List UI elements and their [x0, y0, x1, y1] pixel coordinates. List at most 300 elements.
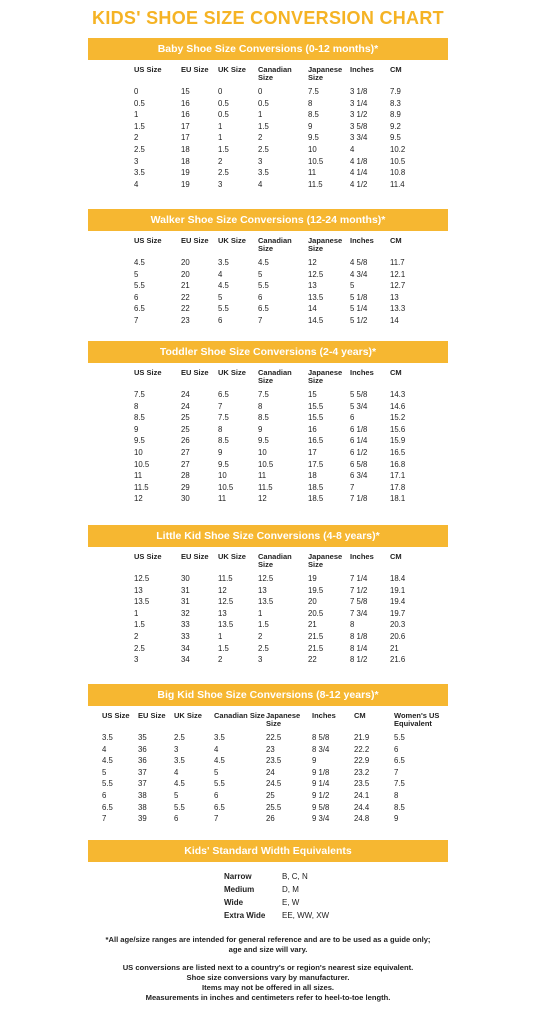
- table-cell: 27: [181, 447, 190, 457]
- table-cell: 1: [258, 608, 263, 618]
- table-row: [134, 292, 430, 304]
- size-table: [102, 712, 444, 825]
- table-cell: 9: [218, 447, 223, 457]
- table-cell: 7: [214, 814, 219, 824]
- table-row: [134, 573, 430, 585]
- table-cell: 5: [134, 269, 139, 279]
- table-cell: 2: [258, 133, 263, 143]
- table-cell: 2.5: [134, 643, 145, 653]
- big-kid-section: [88, 684, 448, 825]
- table-row: [134, 132, 430, 144]
- table-row: [134, 269, 430, 281]
- table-cell: 7 1/8: [350, 494, 368, 504]
- table-cell: 12: [218, 585, 227, 595]
- table-cell: 8: [218, 424, 223, 434]
- table-row: [134, 654, 430, 666]
- table-cell: 16: [308, 424, 317, 434]
- column-header: US Size: [134, 65, 162, 74]
- table-row: [134, 470, 430, 482]
- table-cell: 5 1/2: [350, 315, 368, 325]
- table-row: [102, 778, 444, 790]
- section-header: Kids' Standard Width Equivalents: [88, 840, 448, 862]
- table-cell: 10.5: [258, 459, 274, 469]
- table-cell: 10: [134, 447, 143, 457]
- table-cell: 8: [394, 790, 399, 800]
- table-cell: 3.5: [134, 168, 145, 178]
- table-row: [134, 389, 430, 401]
- table-cell: 10.5: [390, 156, 406, 166]
- table-cell: 11.5: [134, 482, 149, 492]
- table-cell: 4: [102, 744, 107, 754]
- section-header: Big Kid Shoe Size Conversions (8-12 years)*: [88, 684, 448, 706]
- table-cell: 10.5: [308, 156, 324, 166]
- table-cell: 5.5: [134, 281, 145, 291]
- table-cell: 8.5: [394, 802, 405, 812]
- table-cell: 1: [218, 133, 223, 143]
- table-cell: 2.5: [174, 733, 185, 742]
- table-cell: 13.5: [134, 597, 150, 607]
- table-cell: 9 5/8: [312, 802, 330, 812]
- table-cell: 6.5: [134, 304, 145, 314]
- table-cell: 12: [308, 258, 317, 267]
- table-cell: 19: [181, 168, 190, 178]
- table-cell: 6.5: [214, 802, 225, 812]
- column-header: EU Size: [138, 711, 166, 720]
- table-cell: 11.7: [390, 258, 405, 267]
- table-cell: 9 1/4: [312, 779, 330, 789]
- table-cell: 12.5: [308, 269, 324, 279]
- table-cell: 21: [308, 620, 317, 630]
- table-cell: 3.5: [174, 756, 185, 766]
- table-cell: 20: [308, 597, 317, 607]
- table-cell: 22: [308, 655, 317, 665]
- column-header: Canadian Size: [258, 552, 292, 569]
- width-equivalents-section: [88, 840, 448, 922]
- table-cell: 21: [181, 281, 190, 291]
- table-cell: 0.5: [134, 98, 145, 108]
- column-header: UK Size: [218, 552, 246, 561]
- table-cell: 4.5: [134, 258, 145, 267]
- size-table: [134, 237, 430, 327]
- table-row: [134, 412, 430, 424]
- table-cell: 13.5: [308, 292, 324, 302]
- table-cell: 30: [181, 494, 190, 504]
- age-note-line-2: age and size will vary.: [228, 945, 308, 954]
- table-cell: 11: [308, 168, 317, 178]
- table-cell: 7: [350, 482, 355, 492]
- table-cell: 8 1/2: [350, 655, 368, 665]
- table-row: [134, 144, 430, 156]
- column-header: Inches: [312, 711, 336, 720]
- table-cell: 13: [134, 585, 143, 595]
- table-cell: 22.5: [266, 733, 282, 742]
- table-cell: 4: [350, 144, 355, 154]
- table-row: [102, 802, 444, 814]
- table-cell: 1: [134, 608, 139, 618]
- table-cell: 6: [102, 790, 107, 800]
- table-row: [102, 744, 444, 756]
- table-cell: 3 3/4: [350, 133, 368, 143]
- table-cell: 16.8: [390, 459, 406, 469]
- table-row: [134, 280, 430, 292]
- table-row: [134, 619, 430, 631]
- section-header: Toddler Shoe Size Conversions (2-4 years)*: [88, 341, 448, 363]
- table-cell: 9: [312, 756, 317, 766]
- column-header: US Size: [134, 552, 162, 561]
- table-cell: 12.5: [218, 597, 234, 607]
- table-cell: 7: [258, 315, 263, 325]
- section-header: Walker Shoe Size Conversions (12-24 months)*: [88, 209, 448, 231]
- table-cell: 6: [350, 413, 355, 423]
- table-cell: 18.4: [390, 574, 406, 583]
- table-row: [134, 447, 430, 459]
- table-cell: 14: [308, 304, 317, 314]
- column-header: Japanese Size: [308, 236, 343, 253]
- table-cell: 12: [134, 494, 143, 504]
- table-cell: 4 1/4: [350, 168, 368, 178]
- table-row: [134, 643, 430, 655]
- table-cell: 3 5/8: [350, 121, 368, 131]
- column-header: Japanese Size: [266, 711, 301, 728]
- table-cell: 4 1/2: [350, 179, 368, 189]
- table-row: [134, 86, 430, 98]
- table-cell: 2.5: [218, 168, 229, 178]
- table-cell: 11.5: [218, 574, 233, 583]
- table-cell: 13: [218, 608, 227, 618]
- column-header: Inches: [350, 65, 374, 74]
- column-header: CM: [390, 65, 402, 74]
- size-table: [134, 66, 430, 190]
- table-cell: 5.5: [394, 733, 405, 742]
- size-table: [134, 369, 430, 505]
- table-cell: 3 1/4: [350, 98, 368, 108]
- table-cell: 6 1/8: [350, 424, 368, 434]
- table-cell: 23.5: [354, 779, 370, 789]
- table-row: [134, 401, 430, 413]
- table-cell: 12.5: [258, 574, 274, 583]
- column-header: Inches: [350, 368, 374, 377]
- table-cell: 8.5: [258, 413, 269, 423]
- table-cell: 11.5: [258, 482, 273, 492]
- table-cell: 5 1/8: [350, 292, 368, 302]
- table-cell: 6: [258, 292, 263, 302]
- width-label: Medium: [224, 885, 255, 894]
- table-cell: 22.2: [354, 744, 370, 754]
- table-cell: 12.1: [390, 269, 406, 279]
- table-row: [134, 121, 430, 133]
- table-cell: 8.5: [218, 436, 229, 446]
- table-cell: 9.5: [308, 133, 319, 143]
- table-cell: 35: [138, 733, 147, 742]
- table-row: [134, 156, 430, 168]
- table-cell: 1: [218, 121, 223, 131]
- table-cell: 9.5: [258, 436, 269, 446]
- table-cell: 8 3/4: [312, 744, 330, 754]
- column-header: EU Size: [181, 368, 209, 377]
- section-header: Little Kid Shoe Size Conversions (4-8 years)*: [88, 525, 448, 547]
- table-cell: 2.5: [258, 144, 269, 154]
- table-cell: 18: [181, 156, 190, 166]
- table-cell: 17: [181, 121, 190, 131]
- table-cell: 1: [258, 110, 263, 120]
- table-row: [134, 179, 430, 191]
- table-cell: 10: [218, 471, 227, 481]
- manufacturer-note: Shoe size conversions vary by manufacturer.: [186, 973, 350, 982]
- table-cell: 19: [308, 574, 317, 583]
- table-cell: 7 1/2: [350, 585, 368, 595]
- table-cell: 26: [266, 814, 275, 824]
- table-cell: 18: [308, 471, 317, 481]
- table-cell: 2: [218, 655, 223, 665]
- width-table: [224, 870, 362, 922]
- table-cell: 0.5: [258, 98, 269, 108]
- table-cell: 4: [214, 744, 219, 754]
- table-row: [102, 732, 444, 744]
- section-header: Baby Shoe Size Conversions (0-12 months)*: [88, 38, 448, 60]
- table-cell: 20.5: [308, 608, 324, 618]
- table-cell: 31: [181, 597, 190, 607]
- column-header: CM: [390, 552, 402, 561]
- table-cell: 6: [174, 814, 179, 824]
- table-cell: 20: [181, 269, 190, 279]
- table-cell: 7: [218, 401, 223, 411]
- column-header: Canadian Size: [258, 236, 292, 253]
- table-row: [134, 303, 430, 315]
- table-cell: 13.5: [218, 620, 234, 630]
- table-cell: 7 3/4: [350, 608, 368, 618]
- table-cell: 2.5: [134, 144, 145, 154]
- table-cell: 8.5: [308, 110, 319, 120]
- table-cell: 1.5: [258, 620, 269, 630]
- table-cell: 24: [181, 390, 190, 399]
- table-cell: 8: [134, 401, 139, 411]
- table-cell: 8: [258, 401, 263, 411]
- table-cell: 3.5: [102, 733, 113, 742]
- table-header-row: [134, 66, 430, 86]
- table-cell: 4: [218, 269, 223, 279]
- width-label: Extra Wide: [224, 911, 266, 920]
- table-cell: 9: [394, 814, 399, 824]
- table-cell: 9: [134, 424, 139, 434]
- table-cell: 6.5: [102, 802, 113, 812]
- table-cell: 9.5: [390, 133, 401, 143]
- table-cell: 5: [350, 281, 355, 291]
- table-cell: 6.5: [218, 390, 229, 399]
- table-cell: 10.5: [134, 459, 150, 469]
- table-cell: 18: [181, 144, 190, 154]
- table-cell: 2: [218, 156, 223, 166]
- table-cell: 4 1/8: [350, 156, 368, 166]
- table-cell: 21: [390, 643, 399, 653]
- table-cell: 6.5: [258, 304, 269, 314]
- table-cell: 22: [181, 292, 190, 302]
- table-cell: 14.6: [390, 401, 406, 411]
- table-cell: 4: [174, 767, 179, 777]
- table-cell: 30: [181, 574, 190, 583]
- table-cell: 7 1/4: [350, 574, 368, 583]
- table-cell: 33: [181, 631, 190, 641]
- table-cell: 1.5: [134, 620, 145, 630]
- table-cell: 29: [181, 482, 190, 492]
- table-cell: 1.5: [134, 121, 145, 131]
- table-cell: 9: [258, 424, 263, 434]
- table-cell: 5: [102, 767, 107, 777]
- width-label: Narrow: [224, 872, 252, 881]
- table-row: [224, 896, 362, 909]
- table-cell: 38: [138, 802, 147, 812]
- table-cell: 4.5: [174, 779, 185, 789]
- table-row: [134, 459, 430, 471]
- table-cell: 7.9: [390, 87, 401, 96]
- table-cell: 1.5: [218, 144, 229, 154]
- table-cell: 22: [181, 304, 190, 314]
- table-cell: 9 1/8: [312, 767, 330, 777]
- table-cell: 5: [174, 790, 179, 800]
- table-row: [102, 755, 444, 767]
- table-cell: 3.5: [214, 733, 225, 742]
- table-cell: 4 3/4: [350, 269, 368, 279]
- table-cell: 16.5: [308, 436, 324, 446]
- table-cell: 3: [218, 179, 223, 189]
- table-cell: 1: [218, 631, 223, 641]
- table-cell: 7: [394, 767, 399, 777]
- table-cell: 4.5: [218, 281, 229, 291]
- table-cell: 4.5: [214, 756, 225, 766]
- table-cell: 0.5: [218, 98, 229, 108]
- table-cell: 2: [258, 631, 263, 641]
- table-cell: 10.2: [390, 144, 406, 154]
- width-codes: B, C, N: [282, 872, 308, 881]
- table-cell: 14: [390, 315, 399, 325]
- table-cell: 6: [214, 790, 219, 800]
- table-cell: 37: [138, 767, 147, 777]
- table-cell: 12.5: [134, 574, 150, 583]
- table-cell: 5 5/8: [350, 390, 368, 399]
- table-cell: 15.2: [390, 413, 406, 423]
- table-cell: 6 1/4: [350, 436, 368, 446]
- table-cell: 11: [134, 471, 143, 481]
- table-cell: 5.5: [102, 779, 113, 789]
- table-cell: 33: [181, 620, 190, 630]
- table-cell: 19.7: [390, 608, 406, 618]
- table-cell: 4 5/8: [350, 258, 368, 267]
- walker-section: [88, 209, 448, 327]
- table-cell: 39: [138, 814, 147, 824]
- table-cell: 20.6: [390, 631, 406, 641]
- table-cell: 24: [266, 767, 275, 777]
- table-row: [134, 585, 430, 597]
- table-cell: 24.1: [354, 790, 370, 800]
- table-cell: 34: [181, 643, 190, 653]
- width-codes: EE, WW, XW: [282, 911, 330, 920]
- table-cell: 7.5: [308, 87, 319, 96]
- table-cell: 5: [218, 292, 223, 302]
- table-cell: 21.5: [308, 631, 324, 641]
- table-row: [134, 482, 430, 494]
- table-cell: 23: [181, 315, 190, 325]
- age-note-line-1: *All age/size ranges are intended for general reference and are to be used as a guide only;: [105, 935, 431, 944]
- table-cell: 6 5/8: [350, 459, 368, 469]
- table-cell: 0: [134, 87, 139, 96]
- table-cell: 26: [181, 436, 190, 446]
- measurement-note: Measurements in inches and centimeters refer to heel-to-toe length.: [145, 993, 391, 1002]
- table-row: [134, 631, 430, 643]
- table-cell: 7.5: [394, 779, 405, 789]
- table-row: [134, 608, 430, 620]
- table-row: [102, 790, 444, 802]
- table-cell: 5.5: [258, 281, 269, 291]
- table-cell: 13.3: [390, 304, 406, 314]
- table-cell: 9: [308, 121, 313, 131]
- table-cell: 11: [258, 471, 267, 481]
- table-row: [224, 870, 362, 883]
- column-header: Women's US Equivalent: [394, 711, 440, 728]
- table-cell: 23.2: [354, 767, 370, 777]
- column-header: UK Size: [218, 236, 246, 245]
- width-codes: D, M: [282, 885, 299, 894]
- table-cell: 4: [134, 179, 139, 189]
- table-cell: 2: [134, 631, 139, 641]
- table-cell: 8 5/8: [312, 733, 330, 742]
- table-cell: 28: [181, 471, 190, 481]
- table-cell: 34: [181, 655, 190, 665]
- table-cell: 18.5: [308, 482, 324, 492]
- table-cell: 6.5: [394, 756, 405, 766]
- table-cell: 24.4: [354, 802, 370, 812]
- table-cell: 24.5: [266, 779, 282, 789]
- table-cell: 25.5: [266, 802, 282, 812]
- table-header-row: [102, 712, 444, 732]
- table-cell: 17.1: [390, 471, 406, 481]
- table-cell: 25: [266, 790, 275, 800]
- table-cell: 9 1/2: [312, 790, 330, 800]
- table-cell: 19: [181, 179, 190, 189]
- table-cell: 15.5: [308, 401, 324, 411]
- table-cell: 6: [134, 292, 139, 302]
- table-cell: 1.5: [258, 121, 269, 131]
- table-cell: 15.9: [390, 436, 406, 446]
- table-cell: 15.6: [390, 424, 406, 434]
- table-cell: 7.5: [258, 390, 269, 399]
- table-row: [134, 596, 430, 608]
- little-kid-section: [88, 525, 448, 666]
- size-table: [134, 553, 430, 666]
- table-cell: 7 5/8: [350, 597, 368, 607]
- column-header: Japanese Size: [308, 552, 343, 569]
- table-cell: 4.5: [102, 756, 113, 766]
- table-header-row: [134, 237, 430, 257]
- table-cell: 21.5: [308, 643, 324, 653]
- table-cell: 27: [181, 459, 190, 469]
- table-cell: 3: [134, 156, 139, 166]
- table-cell: 11: [218, 494, 227, 504]
- table-cell: 8: [350, 620, 355, 630]
- table-cell: 0: [218, 87, 223, 96]
- table-cell: 5.5: [218, 304, 229, 314]
- table-cell: 21.9: [354, 733, 370, 742]
- table-cell: 3.5: [258, 168, 269, 178]
- table-cell: 5.5: [174, 802, 185, 812]
- column-header: UK Size: [218, 65, 246, 74]
- table-cell: 6: [394, 744, 399, 754]
- table-cell: 5: [214, 767, 219, 777]
- table-row: [134, 257, 430, 269]
- table-cell: 8.5: [134, 413, 145, 423]
- table-cell: 7: [102, 814, 107, 824]
- table-cell: 10.8: [390, 168, 406, 178]
- table-cell: 4.5: [258, 258, 269, 267]
- table-row: [134, 98, 430, 110]
